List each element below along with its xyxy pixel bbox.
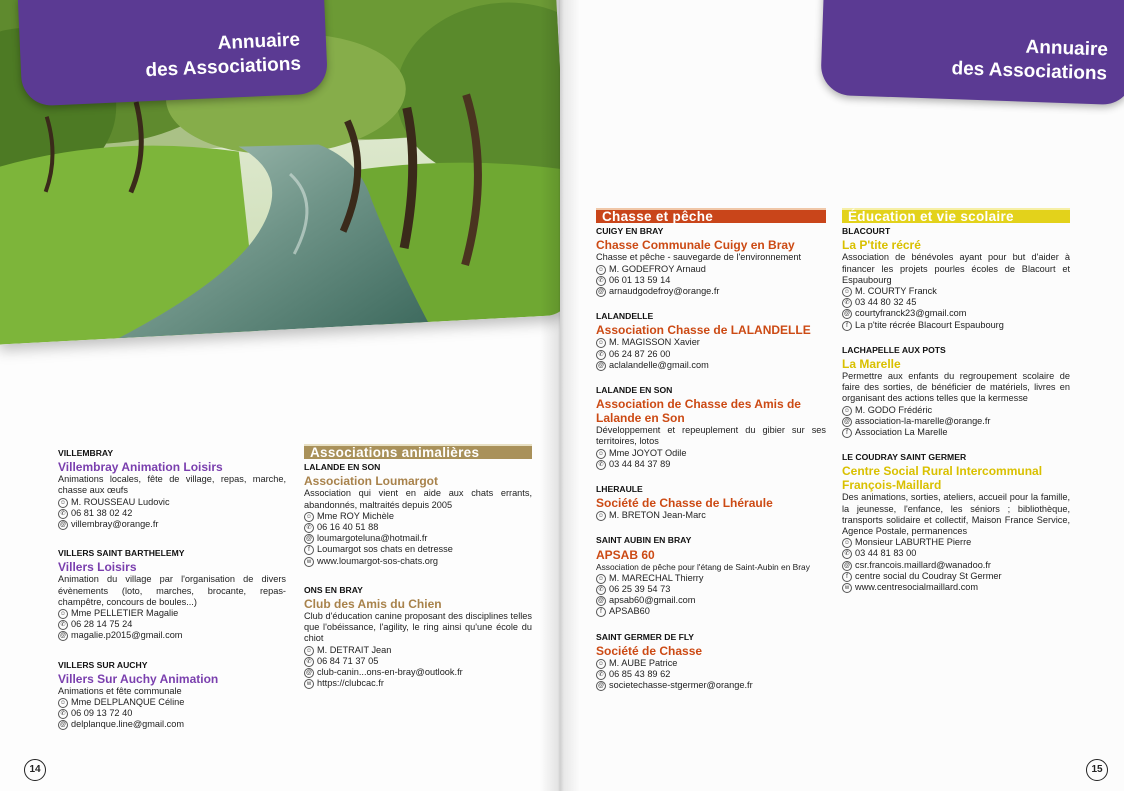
entry-city: VILLEMBRAY: [58, 448, 114, 458]
contact-email[interactable]: loumargoteluna@hotmail.fr: [317, 533, 428, 544]
list-item: [596, 535, 826, 617]
contact-phone: 03 44 81 83 00: [855, 548, 917, 559]
contact-email[interactable]: apsab60@gmail.com: [609, 595, 696, 606]
person-icon: ☺: [59, 611, 67, 618]
contact-email[interactable]: delplanque.line@gmail.com: [71, 719, 185, 730]
entry-description: Des animations, sorties, ateliers, accueil pour la famille, la jeunesse, l'enfance, les séniors ; bibliothèque, transports solidaire et collectif, Maison France Service, Agence Postale, permanences: [842, 492, 1070, 537]
entry-description: Association de pêche pour l'étang de Saint-Aubin en Bray: [596, 561, 810, 572]
entry-city: BLACOURT: [842, 226, 891, 237]
web-icon: w: [304, 557, 314, 567]
entry-description: Association qui vient en aide aux chats errants, abandonnés, maltraités depuis 2005: [304, 488, 532, 510]
contact-person: Mme DELPLANQUE Céline: [71, 697, 185, 708]
entry-name: Association Loumargot: [304, 474, 439, 489]
email-icon: @: [305, 670, 313, 677]
phone-icon: ✆: [58, 620, 68, 630]
person-icon: ☺: [597, 450, 605, 457]
contact-person: M. DETRAIT Jean: [317, 644, 392, 655]
page-number-left: 14: [24, 759, 46, 781]
phone-icon: ✆: [58, 709, 68, 719]
contact-facebook[interactable]: APSAB60: [609, 606, 650, 617]
person-icon: ☺: [59, 499, 67, 506]
contact-facebook[interactable]: Loumargot sos chats en detresse: [317, 544, 453, 555]
list-item: [842, 452, 1070, 593]
contact-website[interactable]: www.centresocialmaillard.com: [855, 582, 979, 593]
contact-phone: 06 85 43 89 62: [609, 669, 671, 680]
phone-icon: ✆: [842, 549, 852, 559]
contact-phone: 03 44 84 37 89: [609, 458, 671, 469]
entry-name: Villembray Animation Loisirs: [58, 460, 223, 475]
page-left: [0, 0, 560, 791]
contact-website[interactable]: https://clubcac.fr: [317, 678, 384, 689]
contact-phone: 06 01 13 59 14: [609, 274, 671, 285]
list-item: [596, 632, 826, 692]
phone-icon: ✆: [304, 523, 314, 533]
right-column-2: [842, 208, 1070, 611]
person-icon: ☺: [305, 647, 313, 654]
right-column-1: [596, 208, 826, 709]
entry-name: Centre Social Rural Intercommunal François-Maillard: [842, 464, 1043, 493]
facebook-icon: f: [304, 545, 314, 555]
page-number-right: 15: [1086, 759, 1108, 781]
contact-phone: 03 44 80 32 45: [855, 297, 917, 308]
email-icon: @: [843, 311, 851, 318]
entry-description: Association de bénévoles ayant pour but d'aider à financer les projets pourles écoles de Blacourt et Espaubourg: [842, 252, 1070, 285]
contact-email[interactable]: magalie.p2015@gmail.com: [71, 630, 183, 641]
facebook-icon: f: [842, 428, 852, 438]
email-icon: @: [597, 289, 605, 296]
entry-name: Club des Amis du Chien: [304, 597, 442, 612]
list-item: [304, 462, 532, 567]
entry-description: Animations et fête communale: [58, 685, 182, 696]
title-line-2: des Associations: [145, 53, 302, 82]
email-icon: @: [59, 633, 67, 640]
entry-name: Société de Chasse: [596, 643, 703, 658]
entry-description: Permettre aux enfants du regroupement scolaire de faire des sorties, de bénéficier de matériels, livres en organisant des actions telles que la kermesse: [842, 371, 1070, 404]
entry-name: La Marelle: [842, 357, 901, 372]
contact-email[interactable]: association-la-marelle@orange.fr: [855, 415, 991, 426]
left-column-2: [304, 444, 532, 707]
entry-description: Animation du village par l'organisation de divers évènements (loto, marches, brocante, repas-champêtre, concours de boules...): [58, 574, 286, 607]
left-column-1: [58, 448, 286, 749]
person-icon: ☺: [597, 575, 605, 582]
contact-facebook[interactable]: Association La Marelle: [855, 427, 948, 438]
entry-city: LALANDE EN SON: [304, 462, 381, 473]
contact-person: Mme ROY Michèle: [317, 510, 394, 521]
list-item: [58, 548, 286, 641]
person-icon: ☺: [597, 660, 605, 667]
person-icon: ☺: [843, 407, 851, 414]
list-item: [596, 385, 826, 470]
list-item: [596, 484, 826, 521]
entry-name: La P'tite récré: [842, 238, 921, 253]
contact-email[interactable]: villembray@orange.fr: [71, 519, 159, 530]
contact-email[interactable]: aclalandelle@gmail.com: [609, 359, 709, 370]
email-icon: @: [597, 598, 605, 605]
phone-icon: ✆: [596, 585, 606, 595]
contact-person: Mme JOYOT Odile: [609, 447, 687, 458]
title-line-2: des Associations: [951, 58, 1108, 85]
facebook-icon: f: [842, 572, 852, 582]
contact-phone: 06 25 39 54 73: [609, 584, 671, 595]
person-icon: ☺: [597, 266, 605, 273]
contact-person: M. AUBE Patrice: [609, 657, 678, 668]
entry-city: LHERAULE: [596, 484, 643, 495]
entry-city: SAINT AUBIN EN BRAY: [596, 535, 692, 546]
contact-person: M. COURTY Franck: [855, 286, 937, 297]
entry-name: Villers Loisirs: [58, 560, 137, 575]
facebook-icon: f: [842, 321, 852, 331]
section-header-animal: Associations animalières: [304, 444, 532, 459]
contact-phone: 06 16 40 51 88: [317, 522, 379, 533]
entry-city: VILLERS SAINT BARTHELEMY: [58, 548, 185, 559]
email-icon: @: [59, 522, 67, 529]
phone-icon: ✆: [842, 298, 852, 308]
contact-facebook[interactable]: centre social du Coudray St Germer: [855, 570, 1002, 581]
page-right: [560, 0, 1124, 791]
entry-description: Chasse et pêche - sauvegarde de l'environnement: [596, 252, 802, 263]
entry-name: APSAB 60: [596, 547, 655, 562]
contact-email[interactable]: societechasse-stgermer@orange.fr: [609, 680, 753, 691]
person-icon: ☺: [59, 700, 67, 707]
entry-name: Société de Chasse de Lhéraule: [596, 496, 773, 511]
section-header-education: Éducation et vie scolaire: [842, 208, 1070, 223]
contact-phone: 06 24 87 26 00: [609, 348, 671, 359]
phone-icon: ✆: [304, 657, 314, 667]
entry-name: Villers Sur Auchy Animation: [58, 671, 219, 686]
title-tab-right: [820, 0, 1124, 105]
contact-email[interactable]: csr.francois.maillard@wanadoo.fr: [855, 559, 991, 570]
contact-person: Monsieur LABURTHE Pierre: [855, 537, 972, 548]
facebook-icon: f: [596, 607, 606, 617]
email-icon: @: [597, 683, 605, 690]
web-icon: w: [304, 679, 314, 689]
list-item: [304, 585, 532, 690]
list-item: [596, 311, 826, 371]
contact-person: M. BRETON Jean-Marc: [609, 510, 706, 521]
phone-icon: ✆: [596, 460, 606, 470]
contact-phone: 06 84 71 37 05: [317, 655, 379, 666]
list-item: [842, 345, 1070, 438]
entry-name: Association de Chasse des Amis de Lalande en Son: [596, 397, 801, 426]
contact-facebook[interactable]: La p'tite récrée Blacourt Espaubourg: [855, 319, 1004, 330]
contact-website[interactable]: www.loumargot-sos-chats.org: [317, 555, 439, 566]
person-icon: ☺: [843, 540, 851, 547]
person-icon: ☺: [843, 289, 851, 296]
entry-description: Club d'éducation canine proposant des disciplines telles que l'obéissance, l'agility, le ring ainsi qu'une école du chiot: [304, 611, 532, 644]
contact-person: M. GODO Frédéric: [855, 404, 933, 415]
web-icon: w: [842, 583, 852, 593]
phone-icon: ✆: [596, 276, 606, 286]
entry-city: LALANDE EN SON: [596, 385, 673, 396]
contact-phone: 06 81 38 02 42: [71, 507, 133, 518]
entry-name: Association Chasse de LALANDELLE: [596, 323, 811, 338]
list-item: [596, 226, 826, 297]
entry-city: LALANDELLE: [596, 311, 654, 322]
contact-person: Mme PELLETIER Magalie: [71, 608, 179, 619]
email-icon: @: [305, 536, 313, 543]
title-line-1: Annuaire: [1025, 36, 1109, 61]
section-header-hunting: Chasse et pêche: [596, 208, 826, 223]
contact-person: M. GODEFROY Arnaud: [609, 263, 706, 274]
person-icon: ☺: [597, 513, 605, 520]
email-icon: @: [843, 562, 851, 569]
contact-email[interactable]: courtyfranck23@gmail.com: [855, 308, 967, 319]
person-icon: ☺: [597, 340, 605, 347]
person-icon: ☺: [305, 513, 313, 520]
entry-description: Développement et repeuplement du gibier sur ses territoires, lotos: [596, 425, 826, 447]
list-item: [58, 660, 286, 731]
entry-city: VILLERS SUR AUCHY: [58, 659, 148, 670]
list-item: [842, 226, 1070, 331]
list-item: [58, 448, 286, 530]
contact-phone: 06 09 13 72 40: [71, 708, 133, 719]
title-tab-left: [18, 0, 329, 107]
email-icon: @: [59, 722, 67, 729]
email-icon: @: [843, 418, 851, 425]
contact-person: M. MAGISSON Xavier: [609, 337, 700, 348]
entry-city: ONS EN BRAY: [304, 584, 363, 595]
entry-city: LE COUDRAY SAINT GERMER: [842, 452, 967, 463]
contact-email[interactable]: arnaudgodefroy@orange.fr: [609, 286, 720, 297]
entry-name: Chasse Communale Cuigy en Bray: [596, 238, 795, 253]
contact-phone: 06 28 14 75 24: [71, 619, 133, 630]
entry-city: SAINT GERMER DE FLY: [596, 631, 695, 642]
contact-email[interactable]: club-canin...ons-en-bray@outlook.fr: [317, 667, 463, 678]
entry-city: LACHAPELLE AUX POTS: [842, 344, 946, 355]
contact-person: M. MARECHAL Thierry: [609, 572, 704, 583]
email-icon: @: [597, 362, 605, 369]
phone-icon: ✆: [58, 509, 68, 519]
contact-person: M. ROUSSEAU Ludovic: [71, 496, 170, 507]
entry-description: Animations locales, fête de village, repas, marche, chasse aux œufs: [58, 474, 286, 496]
entry-city: CUIGY EN BRAY: [596, 226, 664, 237]
phone-icon: ✆: [596, 670, 606, 680]
phone-icon: ✆: [596, 350, 606, 360]
title-line-1: Annuaire: [217, 29, 301, 55]
